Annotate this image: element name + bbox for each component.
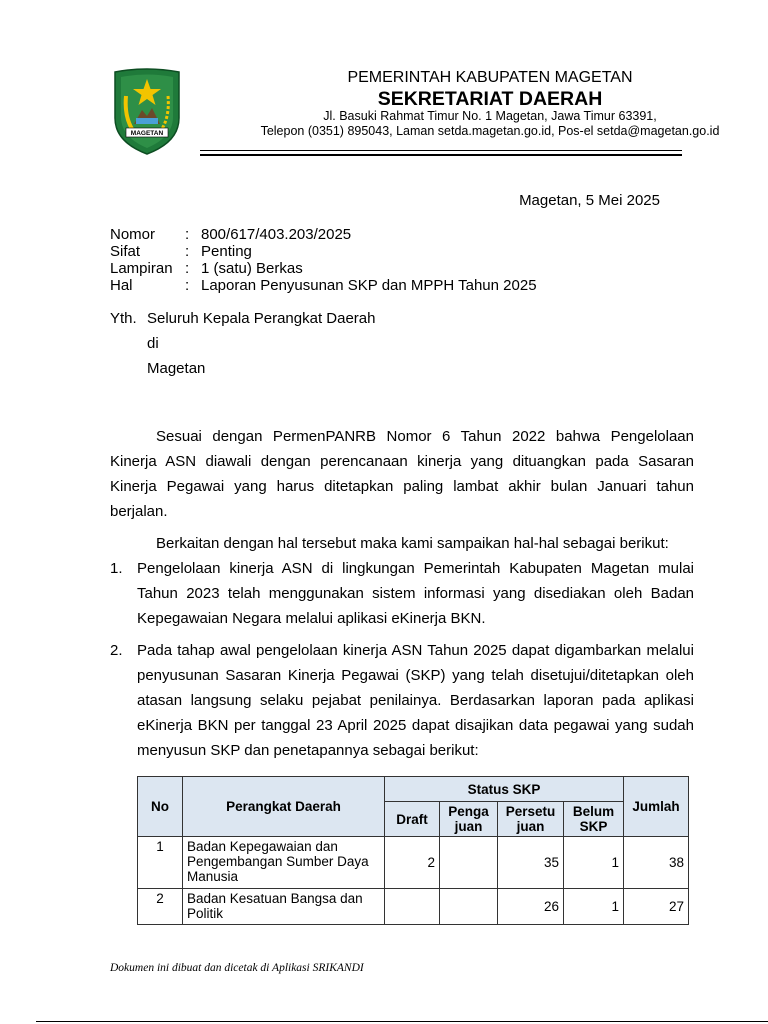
item-text: Pengelolaan kinerja ASN di lingkungan Pemerintah Kabupaten Magetan mulai Tahun 2023 telah menggunakan sistem informasi yang disediakan oleh Badan Kepegawaian Negara melalui aplikasi eKinerja BKN. [137,560,694,627]
item-number: 1. [110,560,123,577]
meta-label: Sifat [110,243,141,260]
header-perangkat: Perangkat Daerah [183,777,385,837]
cell-pengajuan [440,837,498,889]
letterhead-contact: Telepon (0351) 895043, Laman setda.magetan.go.id, Pos-el setda@magetan.go.id [260,124,720,138]
meta-colon: : [185,226,190,243]
meta-colon: : [185,260,190,277]
letter-date: Magetan, 5 Mei 2025 [519,192,660,209]
addressee-place: Magetan [147,360,206,377]
addressee-recipient: Seluruh Kepala Perangkat Daerah [147,310,376,327]
header-status-skp: Status SKP [385,777,624,802]
table-row [138,837,689,889]
skp-status-table [137,776,689,925]
magetan-regency-emblem-icon [112,66,182,156]
meta-value: 800/617/403.203/2025 [201,226,352,243]
letterhead-office: SEKRETARIAT DAERAH [377,88,603,110]
cell-draft: 2 [385,837,440,889]
cell-draft [385,889,440,925]
item-number: 2. [110,642,123,659]
meta-colon: : [185,277,190,294]
cell-belum-skp: 1 [564,837,624,889]
letterhead-divider-thick [200,154,682,156]
header-no: No [138,777,183,837]
cell-belum-skp: 1 [564,889,624,925]
meta-colon: : [185,243,190,260]
item-text: Pada tahap awal pengelolaan kinerja ASN Tahun 2025 dapat digambarkan melalui penyusunan Sasaran Kinerja Pegawai (SKP) yang telah disetujui/ditetapkan oleh atasan langsung selaku pejabat penilainya. Berdasarkan laporan pada aplikasi eKinerja BKN per tanggal 23 April 2025 dapat disajikan data pegawai yang sudah menyusun SKP dan penetapannya sebagai berikut: [137,642,694,759]
cell-persetujuan: 26 [498,889,564,925]
document-footer: Dokumen ini dibuat dan dicetak di Aplikasi SRIKANDI [110,962,364,974]
meta-value: 1 (satu) Berkas [201,260,303,277]
cell-persetujuan: 35 [498,837,564,889]
addressee-di: di [147,335,159,352]
header-draft: Draft [385,802,440,837]
cell-jumlah: 27 [624,889,689,925]
letterhead-government: PEMERINTAH KABUPATEN MAGETAN [347,69,633,86]
header-persetujuan: Persetu juan [498,802,564,837]
meta-label: Hal [110,277,133,294]
letterhead-address: Jl. Basuki Rahmat Timur No. 1 Magetan, Jawa Timur 63391, [323,109,657,123]
meta-label: Nomor [110,226,156,243]
header-jumlah: Jumlah [624,777,689,837]
header-belum-skp: Belum SKP [564,802,624,837]
meta-value: Laporan Penyusunan SKP dan MPPH Tahun 2025 [201,277,537,294]
cell-no: 1 [138,837,183,889]
meta-label: Lampiran [110,260,173,277]
table-row [138,889,689,925]
letterhead-divider-thin [200,150,682,151]
meta-value: Penting [201,243,252,260]
header-pengajuan: Penga juan [440,802,498,837]
cell-jumlah: 38 [624,837,689,889]
cell-perangkat: Badan Kepegawaian dan Pengembangan Sumber Daya Manusia [183,837,385,889]
page-bottom-line [36,1021,768,1022]
cell-no: 2 [138,889,183,925]
body-paragraph-2: Berkaitan dengan hal tersebut maka kami sampaikan hal-hal sebagai berikut: [156,535,669,552]
cell-perangkat: Badan Kesatuan Bangsa dan Politik [183,889,385,925]
emblem-text: MAGETAN [130,130,164,137]
addressee-yth: Yth. [110,310,137,327]
body-paragraph-1: Sesuai dengan PermenPANRB Nomor 6 Tahun 2022 bahwa Pengelolaan Kinerja ASN diawali dengan perencanaan kinerja yang dituangkan pada Sasaran Kinerja Pegawai yang harus ditetapkan paling lambat akhir bulan Januari tahun berjalan. [110,428,694,520]
cell-pengajuan [440,889,498,925]
